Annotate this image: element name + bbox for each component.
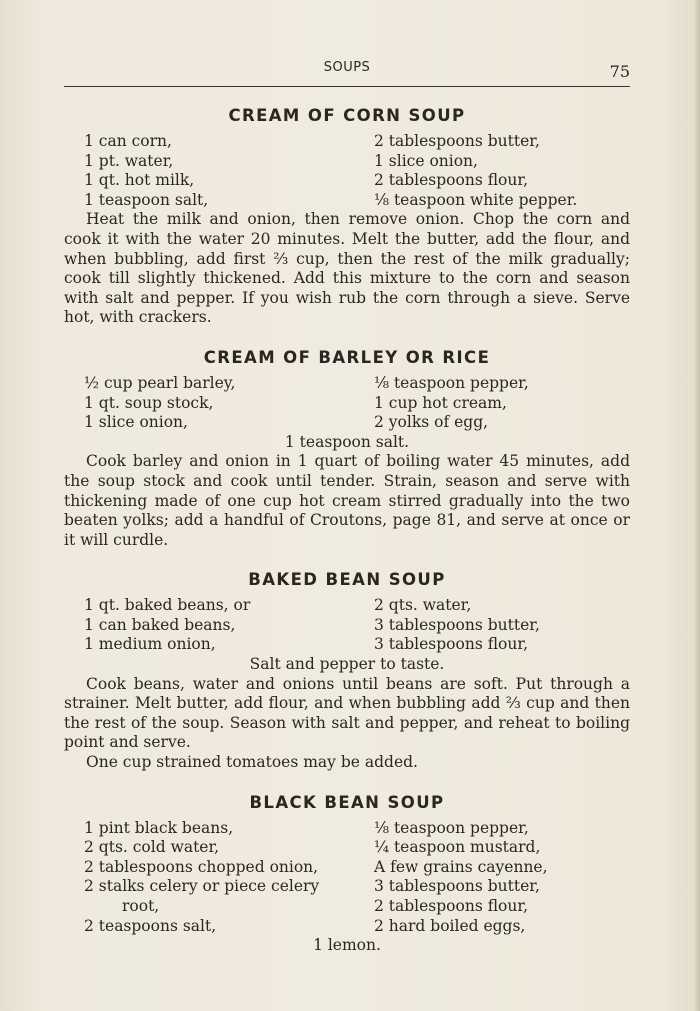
ingredient: 2 yolks of egg, xyxy=(374,413,489,432)
recipe-cream-of-corn-soup xyxy=(64,100,630,328)
recipe-directions: Heat the milk and onion, then remove onion. Chop the corn and cook it with the water 20 minutes. Melt the butter, add the flour, and when bubbling, add first ⅔ cup, then the rest of the milk gradually; cook till slightly thickened. Add this mixture to the corn and season with salt and pepper. If you wish rub the corn through a sieve. Serve hot, with crackers. xyxy=(64,210,630,327)
running-head: SOUPS xyxy=(323,60,371,75)
ingredient-list xyxy=(64,596,630,655)
recipe-title: CREAM OF CORN SOUP xyxy=(228,106,466,125)
ingredient: ⅛ teaspoon pepper, xyxy=(374,818,529,837)
ingredient: 1 pt. water, xyxy=(84,151,174,170)
page-header xyxy=(64,58,630,88)
ingredient: 2 tablespoons flour, xyxy=(374,897,529,915)
ingredient: 1 cup hot cream, xyxy=(374,393,507,412)
ingredient-column-right xyxy=(374,374,630,433)
ingredient-continuation: root, xyxy=(122,897,160,915)
ingredient-list xyxy=(64,374,630,433)
ingredient: 1 qt. soup stock, xyxy=(84,393,214,412)
ingredient-column-left xyxy=(84,819,374,937)
ingredient: 1 can corn, xyxy=(84,132,172,150)
recipe-black-bean-soup xyxy=(64,787,630,956)
recipe-directions: Cook barley and onion in 1 quart of boiling water 45 minutes, add the soup stock and cook until tender. Strain, season and serve with thickening made of one cup hot cream stirred gradually into the two beaten yolks; add a handful of Croutons, page 81, and serve at once or it will curdle. xyxy=(64,452,630,549)
ingredient: A few grains cayenne, xyxy=(374,857,548,876)
ingredient: ¼ teaspoon mustard, xyxy=(374,838,541,857)
section-gap xyxy=(64,328,630,342)
ingredient-column-left xyxy=(84,596,374,655)
ingredient: ½ cup pearl barley, xyxy=(84,373,236,392)
ingredient: 1 pint black beans, xyxy=(84,818,234,837)
ingredient: 2 qts. water, xyxy=(374,596,472,615)
ingredient-centered: 1 teaspoon salt. xyxy=(284,432,410,451)
ingredient: 2 tablespoons chopped onion, xyxy=(84,857,319,876)
ingredient-centered: Salt and pepper to taste. xyxy=(249,655,445,674)
ingredient-column-right xyxy=(374,819,630,937)
ingredient: 2 tablespoons butter, xyxy=(374,132,540,150)
ingredient: 1 slice onion, xyxy=(84,413,188,432)
ingredient: ⅛ teaspoon pepper, xyxy=(374,373,529,392)
ingredient-list xyxy=(64,132,630,210)
ingredient: 2 tablespoons flour, xyxy=(374,171,529,190)
ingredient-centered: 1 lemon. xyxy=(313,936,381,955)
ingredient: 1 teaspoon salt, xyxy=(84,190,209,209)
section-gap xyxy=(64,550,630,564)
recipe-note: One cup strained tomatoes may be added. xyxy=(86,753,418,772)
page-edge-shadow xyxy=(694,0,700,1011)
recipe-baked-bean-soup xyxy=(64,564,630,772)
section-gap xyxy=(64,773,630,787)
recipe-title: BLACK BEAN SOUP xyxy=(249,792,445,812)
ingredient: 1 medium onion, xyxy=(84,635,216,654)
page-number: 75 xyxy=(609,62,630,81)
ingredient-column-left xyxy=(84,132,374,210)
ingredient: 1 slice onion, xyxy=(374,151,478,170)
ingredient-list xyxy=(64,819,630,937)
recipe-title: BAKED BEAN SOUP xyxy=(248,570,446,590)
ingredient: 3 tablespoons butter, xyxy=(374,615,540,634)
page-content xyxy=(64,100,630,956)
ingredient: ⅛ teaspoon white pepper. xyxy=(374,190,578,209)
ingredient: 1 can baked beans, xyxy=(84,615,236,634)
ingredient: 3 tablespoons butter, xyxy=(374,877,540,896)
recipe-cream-of-barley-or-rice xyxy=(64,342,630,550)
ingredient: 2 hard boiled eggs, xyxy=(374,916,526,935)
ingredient: 2 teaspoons salt, xyxy=(84,916,217,935)
ingredient: 2 qts. cold water, xyxy=(84,838,220,857)
ingredient: 1 qt. hot milk, xyxy=(84,171,195,190)
recipe-title: CREAM OF BARLEY OR RICE xyxy=(203,347,491,367)
header-rule xyxy=(64,86,630,87)
ingredient-column-left xyxy=(84,374,374,433)
recipe-directions: Cook beans, water and onions until beans are soft. Put through a strainer. Melt butter, add flour, and when bubbling add ⅔ cup and then the rest of the soup. Season with salt and pepper, and reheat to boiling point and serve. xyxy=(64,674,630,752)
ingredient-column-right xyxy=(374,132,630,210)
ingredient: 3 tablespoons flour, xyxy=(374,635,529,654)
ingredient: 2 stalks celery or piece celery xyxy=(84,877,320,896)
ingredient-column-right xyxy=(374,596,630,655)
ingredient: 1 qt. baked beans, or xyxy=(84,596,251,615)
